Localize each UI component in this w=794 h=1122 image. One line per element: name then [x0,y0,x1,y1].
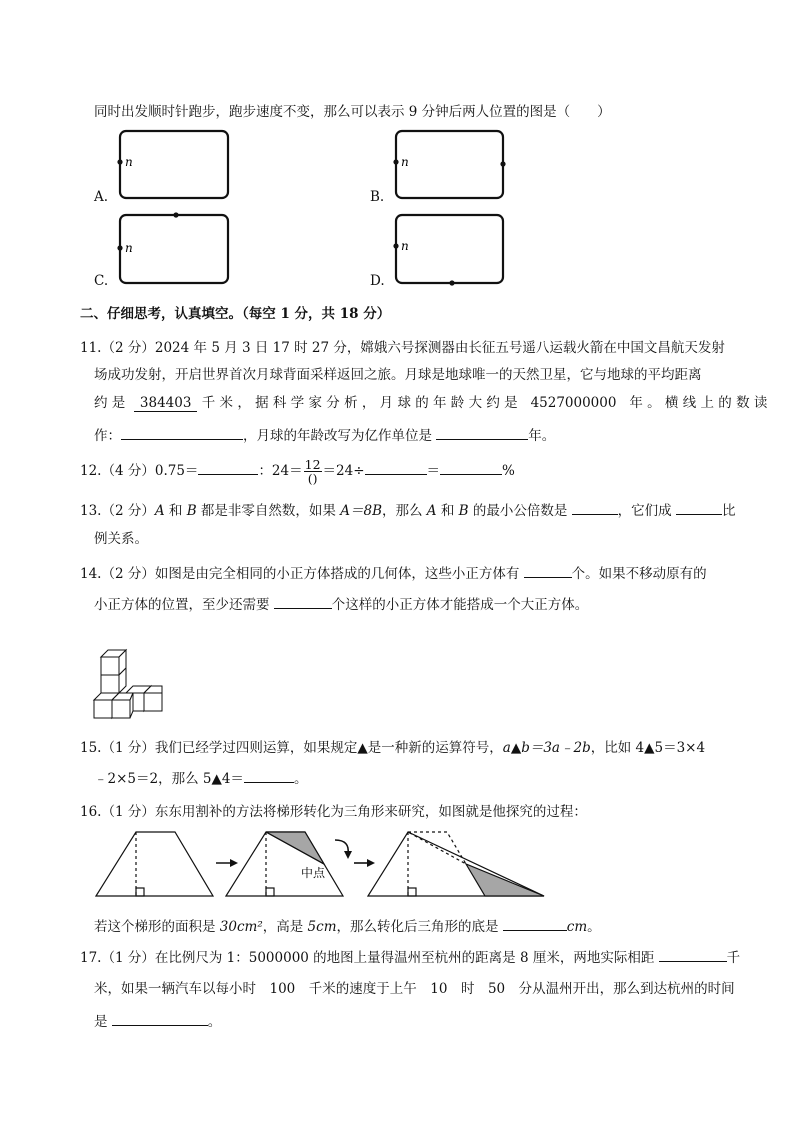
q16-text: ，那么转化后三角形的底是 [336,919,499,935]
q11-text: 年。 [528,428,556,444]
q11-line4 [94,424,555,444]
q11-text: 作： [94,428,121,444]
q16-text: ，高是 [262,919,308,935]
dot-other [449,280,454,285]
q14-cubes-figure [92,648,164,724]
cube [112,700,130,718]
q13-text: 比 [721,503,736,519]
shaded-triangle [466,864,544,896]
q11-distance: 384403 [134,395,198,412]
q15-text: ，比如 4▲5＝3×4 [590,740,706,756]
option-b-n: n [401,155,409,169]
q11-text: 约 是 [94,395,126,411]
cube [94,700,112,718]
q15-blank[interactable] [244,768,294,783]
q17-text: 。 [207,1014,222,1030]
option-a-n: n [125,155,133,169]
q12-blank-1[interactable] [198,460,258,475]
q14-line1 [80,562,707,582]
q16-line2 [94,915,601,935]
q16-text: 。 [587,919,601,935]
q14-blank-count[interactable] [524,563,572,578]
dot-other [173,212,178,217]
q11-age: 4527000000 [530,395,617,411]
option-c-n: n [125,241,133,255]
q12-score: （4 分） [101,463,155,479]
q14-line2 [94,593,588,613]
q12-text: ＝24÷ [322,463,365,479]
q12-text: % [502,463,515,479]
q13-blank-lcm[interactable] [572,500,618,515]
q13-var: A [154,503,165,519]
q13-var: B [458,503,469,519]
option-b-label[interactable]: B. [370,189,385,205]
cube [101,675,119,693]
q10-text: 同时出发顺时针跑步，跑步速度不变，那么可以表示 9 分钟后两人位置的图是（ ） [94,104,611,120]
q12-number: 12. [80,463,102,479]
dot-n [117,245,122,250]
q17-text: 是 [94,1014,108,1030]
q14-text: 如图是由完全相同的小正方体搭成的几何体，这些小正方体有 [154,566,520,582]
q13-text: 的最小公倍数是 [468,503,568,519]
q12-frac-den: () [307,471,318,486]
q13-var: A [426,503,437,519]
midpoint-label: 中点 [301,866,326,880]
q11-text: 2024 年 5 月 3 日 17 时 27 分，嫦娥六号探测器由长征五号遥八运载火箭在中国文昌航天发射 [154,340,725,356]
option-c-figure[interactable] [117,212,228,283]
q12-text: ：24＝ [258,463,303,479]
q11-score: （2 分） [101,340,155,356]
option-a-figure[interactable] [117,131,228,198]
q13-text: 都是非零自然数，如果 [196,503,341,519]
q15-score: （1 分） [101,740,155,756]
q17-line3 [94,1010,221,1030]
q13-text: ，那么 [382,503,427,519]
q16-blank[interactable] [503,916,567,931]
q17-number: 17. [80,950,102,966]
q12-text: 0.75＝ [154,463,199,479]
q17-line1 [80,946,740,966]
q13-text: 和 [164,503,187,519]
dot-n [393,159,398,164]
q15-text: ﹣2×5＝2，那么 5▲4＝ [94,771,244,787]
q13-text: ，它们成 [617,503,672,519]
q10-options-figure [88,124,708,294]
q15-line2 [94,767,307,787]
arrow-icon [367,859,375,867]
q16-trapezoid-figure [92,826,552,904]
q11-blank-yi[interactable] [436,425,528,440]
q15-expression: a▲b＝3a﹣2b [502,740,591,756]
option-d-figure[interactable] [393,215,503,286]
q17-line2: 米，如果一辆汽车以每小时 100 千米的速度于上午 10 时 50 分从温州开出，那么到达杭州的时间 [94,981,735,997]
q17-score: （1 分） [101,950,155,966]
option-b-figure[interactable] [393,131,505,198]
section-title: 二、仔细思考，认真填空。（每空 1 分，共 18 分） [80,306,391,322]
q13-blank-ratio[interactable] [676,500,722,515]
q14-score: （2 分） [101,566,155,582]
q15-line1 [80,736,705,756]
q11-line3 [94,391,767,411]
option-a-label[interactable]: A. [94,189,109,205]
q16-score: （1 分） [101,804,155,820]
q13-var: B [186,503,197,519]
q11-number: 11. [80,340,102,356]
q14-blank-need[interactable] [274,594,332,609]
option-d-label[interactable]: D. [370,273,385,289]
dot-n [393,243,398,248]
q11-blank-reading[interactable] [121,425,243,440]
q12-text: ＝ [426,463,441,479]
q17-text: 千 [726,950,741,966]
q13-text: 和 [436,503,459,519]
q12-fraction [304,458,322,485]
q17-blank-distance[interactable] [659,947,727,962]
q15-text: 我们已经学过四则运算，如果规定▲是一种新的运算符号， [154,740,503,756]
q16-number: 16. [80,804,102,820]
q11-line1 [80,336,725,356]
dot-other [500,161,505,166]
q11-text: 年 。 横 线 上 的 数 读 [629,395,768,411]
q17-blank-time[interactable] [112,1011,208,1026]
arrow-icon [230,859,238,867]
q15-text: 。 [293,771,308,787]
q12-blank-3[interactable] [365,460,427,475]
trapezoid [96,832,213,896]
q17-text: 在比例尺为 1：5000000 的地图上量得温州至杭州的距离是 8 厘米，两地实际相距 [154,950,655,966]
cube [144,693,162,711]
q15-number: 15. [80,740,102,756]
q13-equation: A＝8B [340,503,382,519]
q14-number: 14. [80,566,102,582]
option-c-label[interactable]: C. [94,273,109,289]
q13-line2: 例关系。 [94,531,148,547]
q13-score: （2 分） [101,503,155,519]
q11-text: ，月球的年龄改写为亿作单位是 [243,428,432,444]
cube [101,657,119,675]
q12-line [80,458,515,485]
q14-text: 小正方体的位置，至少还需要 [94,597,270,613]
q16-unit: cm [566,919,588,935]
q16-area: 30cm² [219,919,263,935]
q16-text: 若这个梯形的面积是 [94,919,220,935]
q16-line1 [80,800,587,820]
option-d-n: n [401,239,409,253]
q13-line1 [80,499,735,519]
q11-line2: 场成功发射，开启世界首次月球背面采样返回之旅。月球是地球唯一的天然卫星，它与地球的平均距离 [94,367,702,383]
q12-blank-4[interactable] [440,460,502,475]
q11-text: 千 米 ， 据 科 学 家 分 析 ， 月 球 的 年 龄 大 约 是 [201,395,518,411]
q12-frac-num: 12 [304,457,321,472]
q14-text: 个这样的小正方体才能搭成一个大正方体。 [331,597,589,613]
q13-number: 13. [80,503,102,519]
q16-text: 东东用割补的方法将梯形转化为三角形来研究，如图就是他探究的过程： [154,804,587,820]
q14-text: 个。如果不移动原有的 [571,566,707,582]
q16-height: 5cm [307,919,337,935]
dot-n [117,159,122,164]
